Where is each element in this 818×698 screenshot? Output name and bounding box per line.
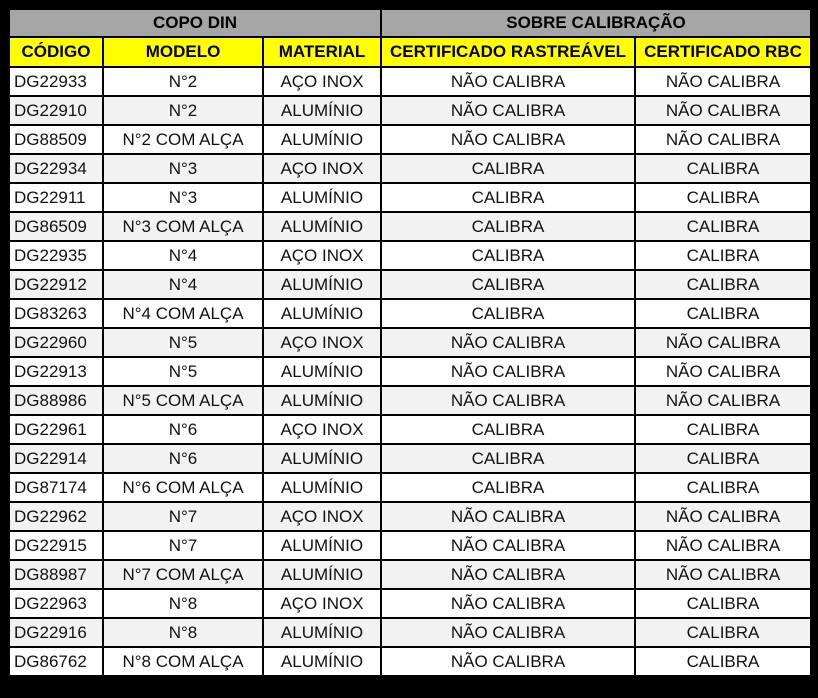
cell-certificado-rastreavel: NÃO CALIBRA (381, 386, 635, 415)
cell-modelo: N°2 (103, 96, 263, 125)
table-row (9, 183, 811, 212)
cell-codigo: DG22912 (9, 270, 103, 299)
cell-modelo: N°4 (103, 241, 263, 270)
cell-material: AÇO INOX (263, 328, 381, 357)
cell-certificado-rbc: CALIBRA (635, 473, 811, 502)
cell-material: ALUMÍNIO (263, 560, 381, 589)
cell-codigo: DG22915 (9, 531, 103, 560)
cell-certificado-rastreavel: NÃO CALIBRA (381, 618, 635, 647)
cell-material: AÇO INOX (263, 67, 381, 96)
table-row (9, 415, 811, 444)
cell-modelo: N°3 COM ALÇA (103, 212, 263, 241)
cell-certificado-rastreavel: CALIBRA (381, 183, 635, 212)
cell-certificado-rbc: NÃO CALIBRA (635, 386, 811, 415)
cell-material: AÇO INOX (263, 415, 381, 444)
cell-modelo: N°2 COM ALÇA (103, 125, 263, 154)
table-row (9, 444, 811, 473)
cell-codigo: DG22963 (9, 589, 103, 618)
cell-certificado-rbc: CALIBRA (635, 183, 811, 212)
cell-codigo: DG86509 (9, 212, 103, 241)
cell-certificado-rastreavel: NÃO CALIBRA (381, 125, 635, 154)
cell-certificado-rastreavel: NÃO CALIBRA (381, 502, 635, 531)
cell-codigo: DG22935 (9, 241, 103, 270)
table-row (9, 386, 811, 415)
cell-codigo: DG22933 (9, 67, 103, 96)
table-row (9, 154, 811, 183)
table-row (9, 67, 811, 96)
cell-certificado-rbc: NÃO CALIBRA (635, 357, 811, 386)
column-header-codigo: CÓDIGO (9, 37, 103, 67)
cell-material: AÇO INOX (263, 589, 381, 618)
cell-certificado-rbc: CALIBRA (635, 241, 811, 270)
table-row (9, 96, 811, 125)
cell-codigo: DG86762 (9, 647, 103, 676)
cell-certificado-rastreavel: NÃO CALIBRA (381, 647, 635, 676)
cell-certificado-rastreavel: CALIBRA (381, 473, 635, 502)
column-header-rastreavel: CERTIFICADO RASTREÁVEL (381, 37, 635, 67)
cell-certificado-rastreavel: NÃO CALIBRA (381, 589, 635, 618)
cell-certificado-rastreavel: CALIBRA (381, 415, 635, 444)
group-header-copo-din: COPO DIN (9, 9, 381, 37)
cell-modelo: N°6 COM ALÇA (103, 473, 263, 502)
cell-codigo: DG22910 (9, 96, 103, 125)
cell-modelo: N°8 (103, 618, 263, 647)
cell-codigo: DG22934 (9, 154, 103, 183)
group-header-calibracao: SOBRE CALIBRAÇÃO (381, 9, 811, 37)
cell-certificado-rbc: CALIBRA (635, 212, 811, 241)
cell-certificado-rbc: CALIBRA (635, 415, 811, 444)
cell-codigo: DG22916 (9, 618, 103, 647)
cell-codigo: DG87174 (9, 473, 103, 502)
table-header (9, 9, 811, 67)
table-row (9, 560, 811, 589)
cell-codigo: DG22911 (9, 183, 103, 212)
cell-certificado-rastreavel: NÃO CALIBRA (381, 357, 635, 386)
table-row (9, 125, 811, 154)
cell-certificado-rbc: NÃO CALIBRA (635, 531, 811, 560)
copo-din-table (8, 8, 812, 677)
cell-codigo: DG88987 (9, 560, 103, 589)
cell-codigo: DG88509 (9, 125, 103, 154)
spreadsheet-frame (8, 8, 810, 690)
cell-modelo: N°4 (103, 270, 263, 299)
table-row (9, 270, 811, 299)
column-header-rbc: CERTIFICADO RBC (635, 37, 811, 67)
cell-certificado-rbc: CALIBRA (635, 154, 811, 183)
cell-codigo: DG22960 (9, 328, 103, 357)
cell-modelo: N°6 (103, 415, 263, 444)
cell-material: ALUMÍNIO (263, 125, 381, 154)
cell-material: AÇO INOX (263, 154, 381, 183)
cell-material: ALUMÍNIO (263, 647, 381, 676)
cell-certificado-rastreavel: NÃO CALIBRA (381, 96, 635, 125)
cell-codigo: DG22962 (9, 502, 103, 531)
column-header-row (9, 37, 811, 67)
cell-modelo: N°2 (103, 67, 263, 96)
column-header-material: MATERIAL (263, 37, 381, 67)
cell-certificado-rbc: NÃO CALIBRA (635, 125, 811, 154)
cell-material: ALUMÍNIO (263, 357, 381, 386)
table-row (9, 357, 811, 386)
cell-modelo: N°3 (103, 183, 263, 212)
cell-modelo: N°5 (103, 328, 263, 357)
cell-modelo: N°5 (103, 357, 263, 386)
cell-codigo: DG22914 (9, 444, 103, 473)
cell-modelo: N°7 (103, 531, 263, 560)
cell-certificado-rastreavel: NÃO CALIBRA (381, 328, 635, 357)
cell-material: ALUMÍNIO (263, 618, 381, 647)
table-row (9, 589, 811, 618)
column-header-modelo: MODELO (103, 37, 263, 67)
table-row (9, 531, 811, 560)
table-row (9, 241, 811, 270)
cell-material: ALUMÍNIO (263, 444, 381, 473)
cell-modelo: N°8 (103, 589, 263, 618)
cell-certificado-rbc: CALIBRA (635, 618, 811, 647)
cell-certificado-rbc: CALIBRA (635, 589, 811, 618)
cell-certificado-rastreavel: CALIBRA (381, 299, 635, 328)
cell-certificado-rbc: CALIBRA (635, 270, 811, 299)
cell-certificado-rastreavel: CALIBRA (381, 444, 635, 473)
cell-certificado-rbc: NÃO CALIBRA (635, 328, 811, 357)
table-row (9, 212, 811, 241)
table-row (9, 618, 811, 647)
cell-modelo: N°7 COM ALÇA (103, 560, 263, 589)
cell-material: AÇO INOX (263, 502, 381, 531)
cell-modelo: N°6 (103, 444, 263, 473)
cell-material: ALUMÍNIO (263, 299, 381, 328)
cell-modelo: N°8 COM ALÇA (103, 647, 263, 676)
cell-modelo: N°4 COM ALÇA (103, 299, 263, 328)
cell-material: ALUMÍNIO (263, 386, 381, 415)
cell-certificado-rastreavel: NÃO CALIBRA (381, 531, 635, 560)
cell-certificado-rbc: NÃO CALIBRA (635, 96, 811, 125)
table-row (9, 473, 811, 502)
cell-certificado-rbc: NÃO CALIBRA (635, 67, 811, 96)
cell-certificado-rastreavel: CALIBRA (381, 212, 635, 241)
cell-modelo: N°3 (103, 154, 263, 183)
cell-material: AÇO INOX (263, 241, 381, 270)
cell-material: ALUMÍNIO (263, 96, 381, 125)
cell-certificado-rbc: CALIBRA (635, 647, 811, 676)
cell-certificado-rastreavel: CALIBRA (381, 270, 635, 299)
table-row (9, 299, 811, 328)
cell-certificado-rastreavel: NÃO CALIBRA (381, 67, 635, 96)
cell-certificado-rastreavel: CALIBRA (381, 154, 635, 183)
cell-certificado-rastreavel: CALIBRA (381, 241, 635, 270)
group-header-row (9, 9, 811, 37)
cell-codigo: DG22913 (9, 357, 103, 386)
cell-codigo: DG22961 (9, 415, 103, 444)
table-row (9, 647, 811, 676)
cell-material: ALUMÍNIO (263, 473, 381, 502)
cell-codigo: DG83263 (9, 299, 103, 328)
cell-material: ALUMÍNIO (263, 183, 381, 212)
cell-certificado-rbc: NÃO CALIBRA (635, 560, 811, 589)
cell-modelo: N°5 COM ALÇA (103, 386, 263, 415)
cell-certificado-rbc: CALIBRA (635, 299, 811, 328)
cell-certificado-rbc: CALIBRA (635, 444, 811, 473)
table-row (9, 502, 811, 531)
cell-codigo: DG88986 (9, 386, 103, 415)
cell-modelo: N°7 (103, 502, 263, 531)
table-body (9, 67, 811, 676)
cell-material: ALUMÍNIO (263, 531, 381, 560)
cell-material: ALUMÍNIO (263, 212, 381, 241)
cell-material: ALUMÍNIO (263, 270, 381, 299)
cell-certificado-rbc: NÃO CALIBRA (635, 502, 811, 531)
table-row (9, 328, 811, 357)
cell-certificado-rastreavel: NÃO CALIBRA (381, 560, 635, 589)
